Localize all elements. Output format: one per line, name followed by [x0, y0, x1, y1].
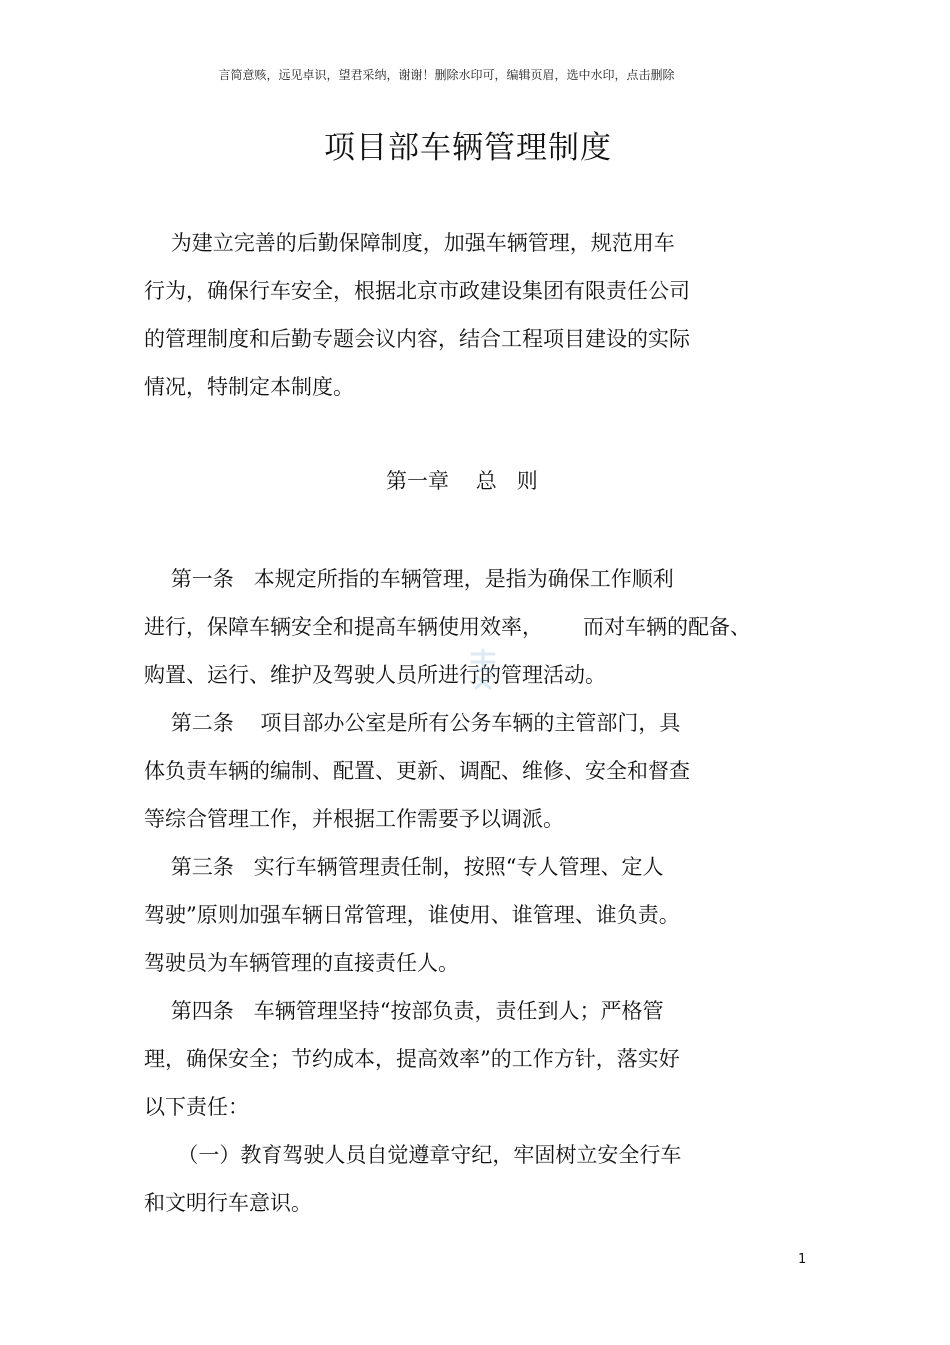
body-line: 第四条 车辆管理坚持“按部负责，责任到人；严格管: [144, 999, 664, 1023]
intro-line: 情况，特制定本制度。: [144, 375, 354, 399]
watermark-icon: [466, 648, 500, 694]
intro-line: 的管理制度和后勤专题会议内容，结合工程项目建设的实际: [144, 327, 690, 351]
body-line: （一）教育驾驶人员自觉遵章守纪，牢固树立安全行车: [144, 1143, 682, 1167]
header-watermark-note: 言简意赅，远见卓识，望君采纳，谢谢！删除水印可，编辑页眉，选中水印，点击删除: [218, 68, 675, 82]
body-line: 等综合管理工作，并根据工作需要予以调派。: [144, 807, 564, 831]
chapter-heading: 第一章 总 则: [386, 469, 538, 493]
body-line: 第二条 项目部办公室是所有公务车辆的主管部门，具: [144, 711, 681, 735]
body-line: 驾驶员为车辆管理的直接责任人。: [144, 951, 459, 975]
body-line: 体负责车辆的编制、配置、更新、调配、维修、安全和督查: [144, 759, 690, 783]
body-line: 驾驶”原则加强车辆日常管理，谁使用、谁管理、谁负责。: [144, 903, 680, 927]
body-line: 以下责任：: [144, 1095, 249, 1119]
body-line: 进行，保障车辆安全和提高车辆使用效率， 而对车辆的配备、: [144, 615, 752, 639]
body-line: 第三条 实行车辆管理责任制，按照“专人管理、定人: [144, 855, 664, 879]
document-title: 项目部车辆管理制度: [324, 130, 612, 166]
page-number: 1: [798, 1252, 807, 1267]
body-line: 第一条 本规定所指的车辆管理，是指为确保工作顺利: [144, 567, 674, 591]
body-line: 和文明行车意识。: [144, 1191, 312, 1215]
body-line: 理，确保安全；节约成本，提高效率”的工作方针，落实好: [144, 1047, 680, 1071]
intro-line: 为建立完善的后勤保障制度，加强车辆管理，规范用车: [144, 231, 675, 255]
body-line: 购置、运行、维护及驾驶人员所进行的管理活动。: [144, 663, 606, 687]
intro-line: 行为，确保行车安全，根据北京市政建设集团有限责任公司: [144, 279, 690, 303]
